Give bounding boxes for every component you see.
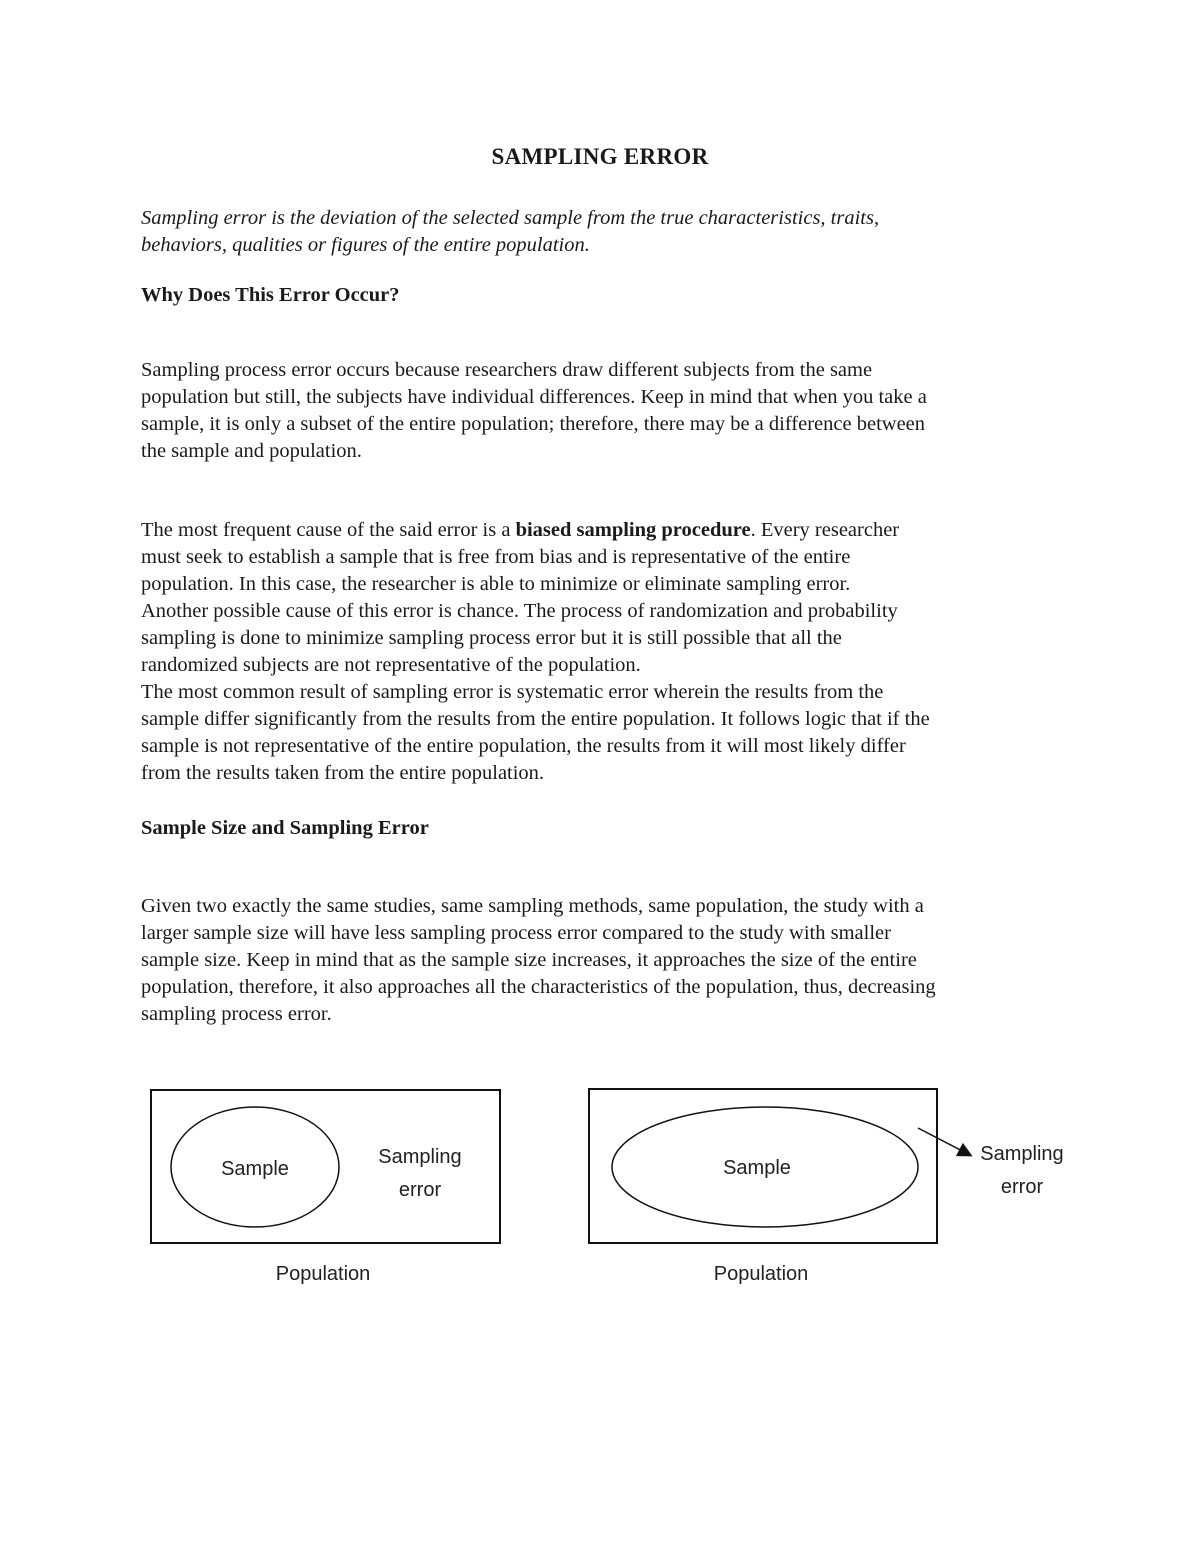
population-label-right: Population — [713, 1263, 809, 1285]
paragraph-line: population but still, the subjects have individual differences. Keep in mind that when you take a — [141, 386, 927, 408]
paragraph-line: sample, it is only a subset of the entire population; therefore, there may be a difference between — [141, 413, 926, 435]
paragraph-why — [141, 357, 1071, 465]
paragraph-line: larger sample size will have less sampling process error compared to the study with smaller — [141, 922, 891, 944]
intro-line: Sampling error is the deviation of the selected sample from the true characteristics, traits, — [141, 207, 880, 229]
paragraph-line: from the results taken from the entire population. — [141, 762, 545, 784]
paragraph-line: population. In this case, the researcher is able to minimize or eliminate sampling error. — [141, 573, 851, 595]
paragraph-line: must seek to establish a sample that is free from bias and is representative of the entire — [141, 546, 851, 568]
sampling-error-label-right-line1: Sampling — [980, 1143, 1064, 1165]
paragraph-line: The most common result of sampling error is systematic error wherein the results from the — [141, 681, 884, 703]
section-heading-why: Why Does This Error Occur? — [141, 284, 400, 306]
cause-bold-term: biased sampling procedure — [515, 519, 751, 541]
paragraph-line: the sample and population. — [141, 440, 362, 462]
paragraph-cause — [141, 517, 1071, 787]
sample-label-right: Sample — [723, 1157, 791, 1179]
cause-text-before: The most frequent cause of the said error is a — [141, 519, 516, 541]
paragraph-line: Another possible cause of this error is chance. The process of randomization and probability — [141, 600, 898, 622]
sampling-error-arrow — [918, 1128, 970, 1155]
intro-paragraph — [141, 205, 1071, 259]
sampling-error-label-left-line2: error — [398, 1179, 442, 1201]
population-label-left: Population — [275, 1263, 371, 1285]
paragraph-line: sampling process error. — [141, 1003, 332, 1025]
document-title: SAMPLING ERROR — [491, 144, 709, 169]
sampling-error-label-right-line2: error — [1000, 1176, 1044, 1198]
sample-label-left: Sample — [221, 1158, 289, 1180]
paragraph-line: Given two exactly the same studies, same sampling methods, same population, the study with a — [141, 895, 924, 917]
sampling-error-label-left-line1: Sampling — [378, 1146, 462, 1168]
section-heading-sample-size: Sample Size and Sampling Error — [141, 817, 429, 839]
paragraph-line: sampling is done to minimize sampling process error but it is still possible that all the — [141, 627, 842, 649]
paragraph-sample-size — [141, 893, 1071, 1028]
intro-line: behaviors, qualities or figures of the entire population. — [141, 234, 590, 256]
paragraph-line: sample differ significantly from the results from the entire population. It follows logic that if the — [141, 708, 930, 730]
paragraph-line: sample size. Keep in mind that as the sample size increases, it approaches the size of the entire — [141, 949, 917, 971]
paragraph-line: sample is not representative of the entire population, the results from it will most likely differ — [141, 735, 906, 757]
paragraph-line: population, therefore, it also approaches all the characteristics of the population, thus, decreasing — [141, 976, 936, 998]
paragraph-line: randomized subjects are not representative of the population. — [141, 654, 641, 676]
cause-text-after: . Every researcher — [750, 519, 900, 541]
paragraph-line — [141, 517, 1071, 544]
sampling-error-diagram — [0, 1070, 1200, 1310]
paragraph-line: Sampling process error occurs because researchers draw different subjects from the same — [141, 359, 873, 381]
